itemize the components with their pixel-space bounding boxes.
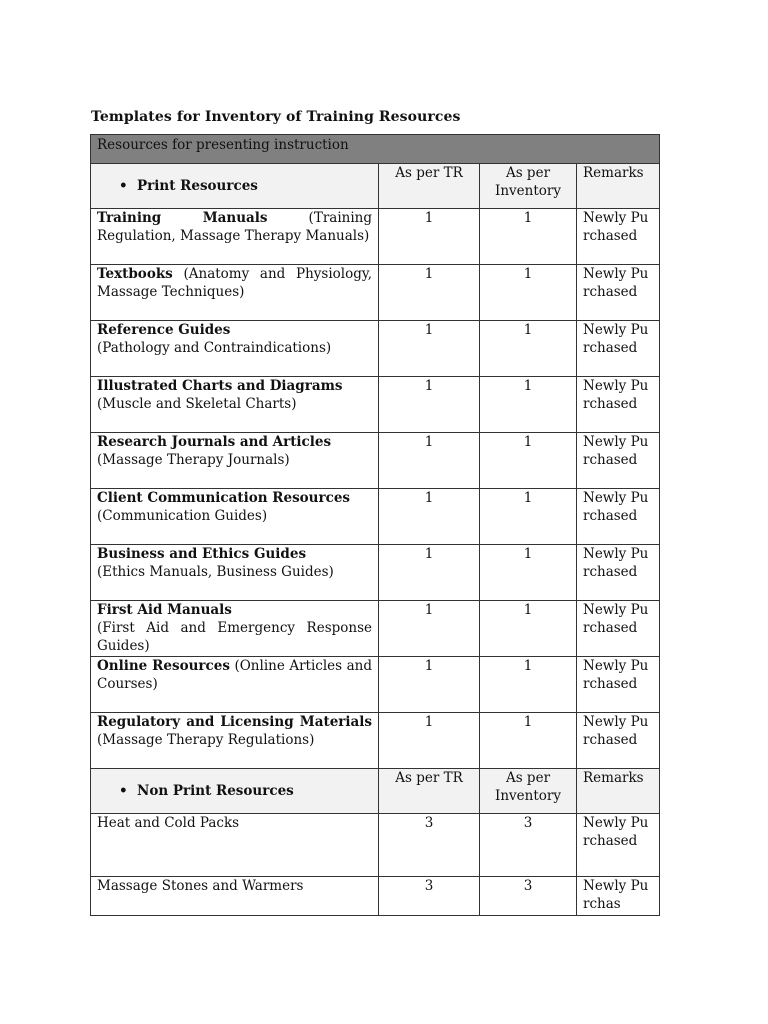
nonprint-resources-label: Non Print Resources [137,783,294,799]
table-row [91,433,660,489]
resource-detail: (Training Regulation, Massage Therapy Manuals) [97,210,372,244]
as-per-inventory-value: 1 [480,601,577,657]
as-per-tr-value: 3 [379,814,480,877]
resource-cell [91,545,379,601]
print-resources-label: Print Resources [137,178,258,194]
resource-cell: Massage Stones and Warmers [91,877,379,916]
resource-detail: (First Aid and Emergency Response Guides) [97,620,372,654]
remarks-value: Newly Purchased [577,489,660,545]
resource-detail: (Massage Therapy Journals) [97,452,290,468]
resource-cell [91,377,379,433]
remarks-value: Newly Purchased [577,545,660,601]
remarks-value: Newly Purchased [577,265,660,321]
table-row [91,321,660,377]
print-resources-header-row [91,164,660,209]
as-per-tr-value: 1 [379,377,480,433]
resource-name: Online Resources [97,658,230,674]
resource-cell [91,209,379,265]
resource-name: Reference Guides [97,322,231,338]
as-per-inventory-value: 3 [480,814,577,877]
resource-detail: (Pathology and Contraindications) [97,340,332,356]
as-per-inventory-value: 1 [480,265,577,321]
resource-cell [91,489,379,545]
col-header-remarks: Remarks [577,769,660,814]
resource-detail: (Online Articles and Courses) [97,658,373,692]
nonprint-resources-heading [91,769,379,814]
resource-name: Client Communication Resources [97,490,351,506]
table-row [91,265,660,321]
as-per-tr-value: 1 [379,713,480,769]
inventory-table [90,134,660,916]
table-row [91,713,660,769]
table-row [91,814,660,877]
as-per-tr-value: 1 [379,545,480,601]
remarks-value: Newly Purchased [577,209,660,265]
remarks-value: Newly Purchased [577,433,660,489]
as-per-tr-value: 1 [379,265,480,321]
as-per-inventory-value: 1 [480,545,577,601]
as-per-inventory-value: 1 [480,657,577,713]
resource-cell [91,265,379,321]
as-per-tr-value: 1 [379,601,480,657]
section-banner-row [91,135,660,164]
as-per-inventory-value: 1 [480,209,577,265]
col-header-as-per-tr: As per TR [379,164,480,209]
remarks-value: Newly Purchased [577,601,660,657]
resource-name: Regulatory and Licensing Materials [97,714,372,730]
as-per-inventory-value: 1 [480,433,577,489]
resource-detail: (Communication Guides) [97,508,268,524]
resource-cell [91,657,379,713]
remarks-value: Newly Purchased [577,321,660,377]
table-row [91,489,660,545]
table-row [91,601,660,657]
resource-name: Research Journals and Articles [97,434,332,450]
as-per-tr-value: 3 [379,877,480,916]
remarks-value: Newly Purchased [577,657,660,713]
as-per-inventory-value: 3 [480,877,577,916]
table-row [91,657,660,713]
remarks-value: Newly Purchased [577,377,660,433]
col-header-as-per-inventory: As per Inventory [480,164,577,209]
table-row [91,877,660,916]
resource-name: Textbooks [97,266,173,282]
resource-cell [91,433,379,489]
col-header-as-per-inventory: As per Inventory [480,769,577,814]
nonprint-resources-header-row [91,769,660,814]
document-title: Templates for Inventory of Training Resources [91,109,461,125]
as-per-tr-value: 1 [379,209,480,265]
resource-cell [91,713,379,769]
as-per-tr-value: 1 [379,433,480,489]
col-header-remarks: Remarks [577,164,660,209]
section-banner-text: Resources for presenting instruction [97,137,349,153]
table-row [91,377,660,433]
resource-cell [91,321,379,377]
resource-name: Training Manuals [97,210,268,226]
col-header-as-per-tr: As per TR [379,769,480,814]
as-per-inventory-value: 1 [480,489,577,545]
as-per-inventory-value: 1 [480,377,577,433]
resource-detail: (Anatomy and Physiology, Massage Techniques) [97,266,372,300]
table-row [91,545,660,601]
section-banner [91,135,660,164]
resource-name: First Aid Manuals [97,602,232,618]
resource-cell [91,601,379,657]
bullet-icon: • [119,178,128,194]
as-per-inventory-value: 1 [480,321,577,377]
resource-detail: (Ethics Manuals, Business Guides) [97,564,334,580]
resource-detail: (Muscle and Skeletal Charts) [97,396,297,412]
resource-name: Business and Ethics Guides [97,546,307,562]
as-per-tr-value: 1 [379,321,480,377]
as-per-tr-value: 1 [379,657,480,713]
remarks-value: Newly Purchased [577,713,660,769]
remarks-value: Newly Purchased [577,814,660,877]
table-row [91,209,660,265]
resource-cell: Heat and Cold Packs [91,814,379,877]
bullet-icon: • [119,783,128,799]
print-resources-heading [91,164,379,209]
resource-detail: (Massage Therapy Regulations) [97,732,315,748]
as-per-inventory-value: 1 [480,713,577,769]
as-per-tr-value: 1 [379,489,480,545]
resource-name: Illustrated Charts and Diagrams [97,378,343,394]
remarks-value: Newly Purchas [577,877,660,916]
